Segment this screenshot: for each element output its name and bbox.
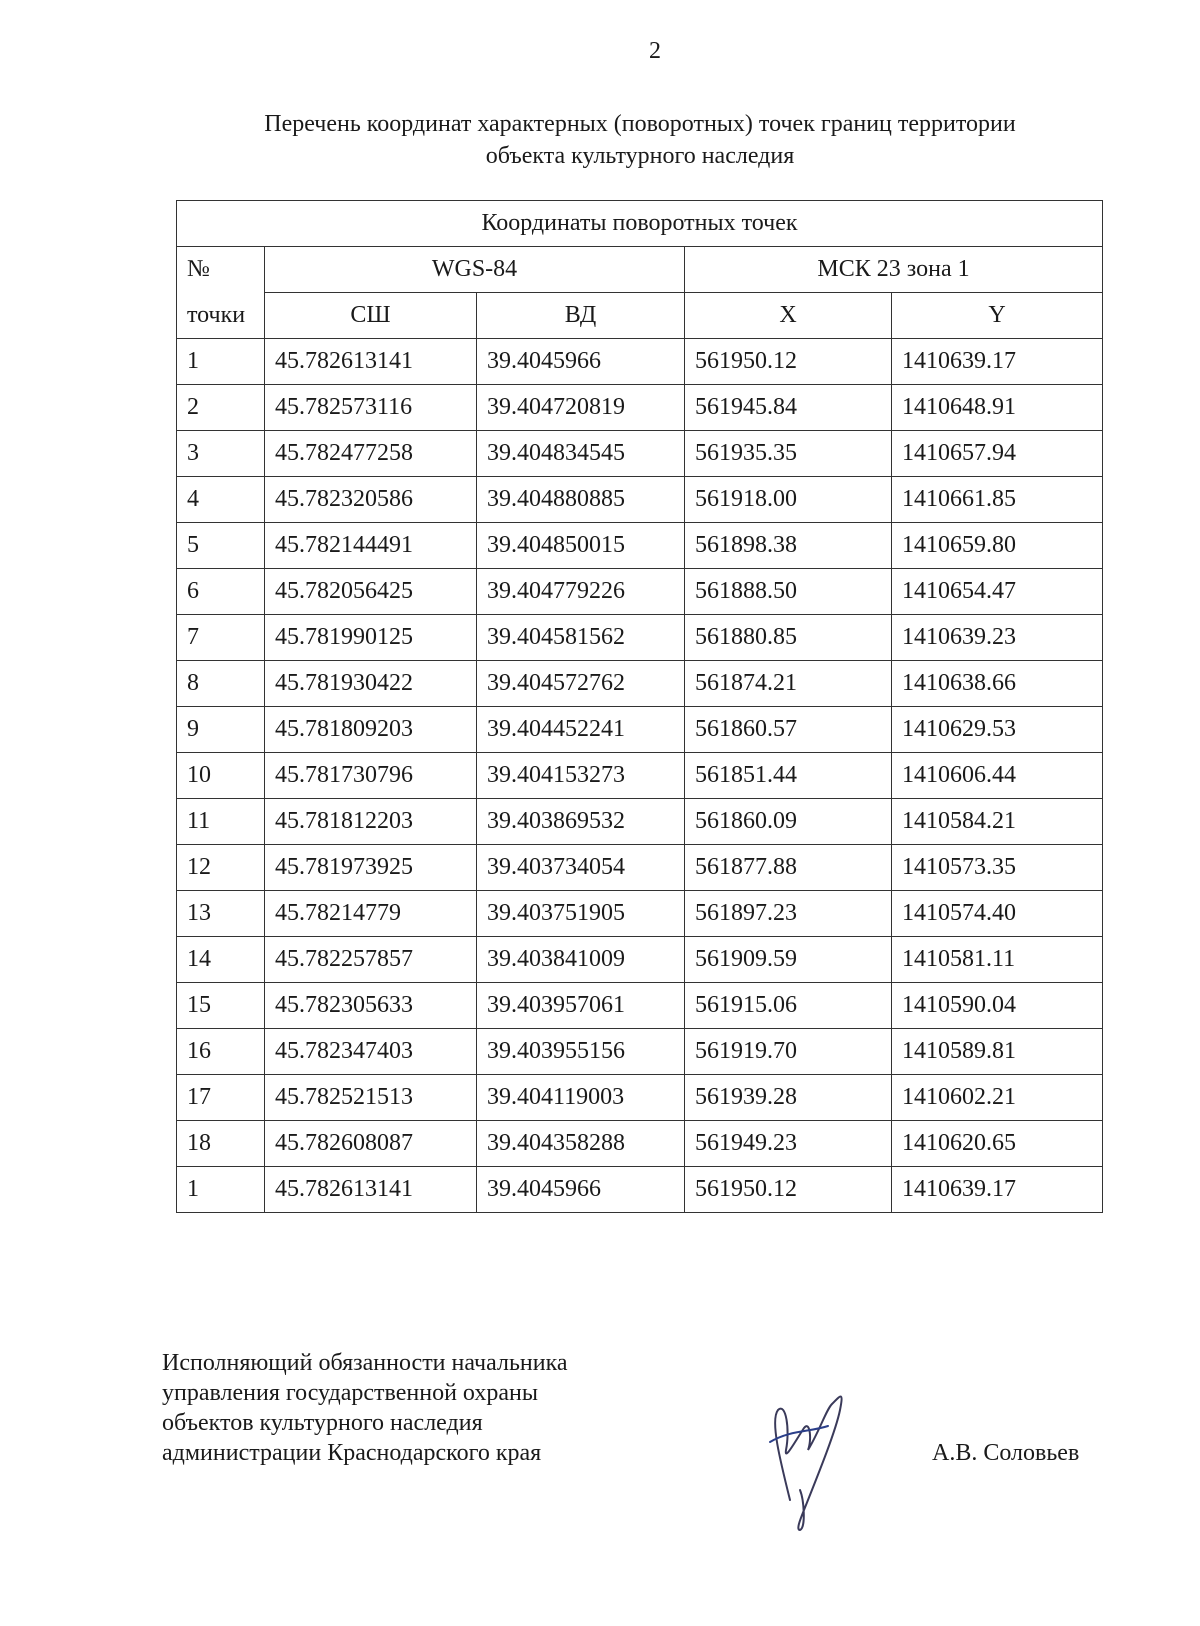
cell-lon: 39.404153273 <box>477 753 685 799</box>
cell-y: 1410573.35 <box>892 845 1103 891</box>
cell-x: 561949.23 <box>685 1121 892 1167</box>
title-line-2: объекта культурного наследия <box>485 143 795 169</box>
cell-lat: 45.782347403 <box>265 1029 477 1075</box>
cell-y: 1410639.17 <box>892 1167 1103 1213</box>
cell-lon: 39.404452241 <box>477 707 685 753</box>
table-row <box>177 1075 1103 1121</box>
cell-lon: 39.403869532 <box>477 799 685 845</box>
cell-point-number: 6 <box>177 569 265 615</box>
cell-y: 1410639.17 <box>892 339 1103 385</box>
cell-lon: 39.404779226 <box>477 569 685 615</box>
cell-x: 561888.50 <box>685 569 892 615</box>
cell-lon: 39.404850015 <box>477 523 685 569</box>
cell-x: 561915.06 <box>685 983 892 1029</box>
table-row <box>177 983 1103 1029</box>
cell-lat: 45.782056425 <box>265 569 477 615</box>
table-caption: Координаты поворотных точек <box>177 201 1103 247</box>
cell-point-number: 2 <box>177 385 265 431</box>
cell-y: 1410659.80 <box>892 523 1103 569</box>
signatory-position <box>162 1348 568 1468</box>
point-number-header: № <box>177 247 265 293</box>
signer-name: А.В. Соловьев <box>932 1440 1080 1466</box>
cell-lat: 45.781990125 <box>265 615 477 661</box>
table-row <box>177 707 1103 753</box>
cell-x: 561860.57 <box>685 707 892 753</box>
cell-lat: 45.782320586 <box>265 477 477 523</box>
cell-y: 1410620.65 <box>892 1121 1103 1167</box>
cell-x: 561939.28 <box>685 1075 892 1121</box>
position-line-2: управления государственной охраны <box>162 1380 538 1406</box>
cell-lat: 45.782305633 <box>265 983 477 1029</box>
table-row <box>177 339 1103 385</box>
cell-lon: 39.404572762 <box>477 661 685 707</box>
cell-lon: 39.404720819 <box>477 385 685 431</box>
cell-point-number: 15 <box>177 983 265 1029</box>
cell-lat: 45.78214779 <box>265 891 477 937</box>
cell-y: 1410657.94 <box>892 431 1103 477</box>
cell-point-number: 3 <box>177 431 265 477</box>
document-title <box>170 108 1110 172</box>
msk23-header: МСК 23 зона 1 <box>685 247 1103 293</box>
cell-point-number: 12 <box>177 845 265 891</box>
cell-lon: 39.404358288 <box>477 1121 685 1167</box>
table-row <box>177 1121 1103 1167</box>
table-row <box>177 385 1103 431</box>
cell-x: 561880.85 <box>685 615 892 661</box>
cell-point-number: 9 <box>177 707 265 753</box>
cell-lat: 45.782257857 <box>265 937 477 983</box>
cell-x: 561945.84 <box>685 385 892 431</box>
column-header-y: Y <box>892 293 1103 339</box>
cell-x: 561950.12 <box>685 339 892 385</box>
cell-point-number: 1 <box>177 1167 265 1213</box>
cell-lon: 39.403751905 <box>477 891 685 937</box>
cell-point-number: 11 <box>177 799 265 845</box>
cell-y: 1410661.85 <box>892 477 1103 523</box>
title-line-1: Перечень координат характерных (поворотных) точек границ территории <box>264 111 1016 137</box>
cell-lat: 45.782477258 <box>265 431 477 477</box>
table-row <box>177 1167 1103 1213</box>
point-number-header-2: точки <box>177 293 265 339</box>
page-number: 2 <box>649 38 661 64</box>
cell-lat: 45.782613141 <box>265 339 477 385</box>
table-row <box>177 845 1103 891</box>
position-line-4: администрации Краснодарского края <box>162 1440 542 1466</box>
cell-x: 561860.09 <box>685 799 892 845</box>
cell-y: 1410581.11 <box>892 937 1103 983</box>
cell-point-number: 7 <box>177 615 265 661</box>
cell-lon: 39.403957061 <box>477 983 685 1029</box>
cell-point-number: 13 <box>177 891 265 937</box>
cell-lat: 45.782613141 <box>265 1167 477 1213</box>
column-header-lat: СШ <box>265 293 477 339</box>
table-row <box>177 523 1103 569</box>
cell-y: 1410654.47 <box>892 569 1103 615</box>
table-row <box>177 753 1103 799</box>
cell-lon: 39.403841009 <box>477 937 685 983</box>
cell-point-number: 10 <box>177 753 265 799</box>
cell-y: 1410629.53 <box>892 707 1103 753</box>
cell-y: 1410590.04 <box>892 983 1103 1029</box>
table-row <box>177 477 1103 523</box>
cell-y: 1410589.81 <box>892 1029 1103 1075</box>
cell-lat: 45.782144491 <box>265 523 477 569</box>
table-row <box>177 891 1103 937</box>
cell-point-number: 5 <box>177 523 265 569</box>
cell-y: 1410639.23 <box>892 615 1103 661</box>
cell-point-number: 1 <box>177 339 265 385</box>
cell-lat: 45.782573116 <box>265 385 477 431</box>
table-row <box>177 431 1103 477</box>
cell-lon: 39.403734054 <box>477 845 685 891</box>
cell-x: 561950.12 <box>685 1167 892 1213</box>
cell-point-number: 4 <box>177 477 265 523</box>
cell-lon: 39.4045966 <box>477 1167 685 1213</box>
position-line-3: объектов культурного наследия <box>162 1410 483 1436</box>
cell-x: 561877.88 <box>685 845 892 891</box>
column-header-x: X <box>685 293 892 339</box>
cell-point-number: 17 <box>177 1075 265 1121</box>
cell-y: 1410574.40 <box>892 891 1103 937</box>
table-row <box>177 799 1103 845</box>
cell-y: 1410606.44 <box>892 753 1103 799</box>
wgs84-header: WGS-84 <box>265 247 685 293</box>
cell-point-number: 14 <box>177 937 265 983</box>
cell-lon: 39.404119003 <box>477 1075 685 1121</box>
cell-lat: 45.781930422 <box>265 661 477 707</box>
cell-point-number: 16 <box>177 1029 265 1075</box>
column-header-lon: ВД <box>477 293 685 339</box>
cell-lon: 39.404581562 <box>477 615 685 661</box>
cell-point-number: 18 <box>177 1121 265 1167</box>
cell-x: 561874.21 <box>685 661 892 707</box>
cell-x: 561935.35 <box>685 431 892 477</box>
cell-lon: 39.404834545 <box>477 431 685 477</box>
cell-lat: 45.781730796 <box>265 753 477 799</box>
cell-lon: 39.404880885 <box>477 477 685 523</box>
cell-lat: 45.781812203 <box>265 799 477 845</box>
table-row <box>177 615 1103 661</box>
table-body <box>177 339 1103 1213</box>
cell-x: 561897.23 <box>685 891 892 937</box>
cell-lat: 45.782608087 <box>265 1121 477 1167</box>
cell-lat: 45.781973925 <box>265 845 477 891</box>
table-row <box>177 661 1103 707</box>
cell-y: 1410584.21 <box>892 799 1103 845</box>
cell-y: 1410638.66 <box>892 661 1103 707</box>
cell-x: 561918.00 <box>685 477 892 523</box>
cell-x: 561851.44 <box>685 753 892 799</box>
cell-lon: 39.4045966 <box>477 339 685 385</box>
cell-x: 561909.59 <box>685 937 892 983</box>
table-row <box>177 1029 1103 1075</box>
table-row <box>177 569 1103 615</box>
cell-lat: 45.782521513 <box>265 1075 477 1121</box>
cell-lat: 45.781809203 <box>265 707 477 753</box>
cell-lon: 39.403955156 <box>477 1029 685 1075</box>
cell-x: 561919.70 <box>685 1029 892 1075</box>
cell-y: 1410602.21 <box>892 1075 1103 1121</box>
cell-point-number: 8 <box>177 661 265 707</box>
cell-x: 561898.38 <box>685 523 892 569</box>
signature-icon <box>760 1380 870 1540</box>
position-line-1: Исполняющий обязанности начальника <box>162 1350 568 1376</box>
table-row <box>177 937 1103 983</box>
coordinates-table <box>176 200 1103 1213</box>
cell-y: 1410648.91 <box>892 385 1103 431</box>
